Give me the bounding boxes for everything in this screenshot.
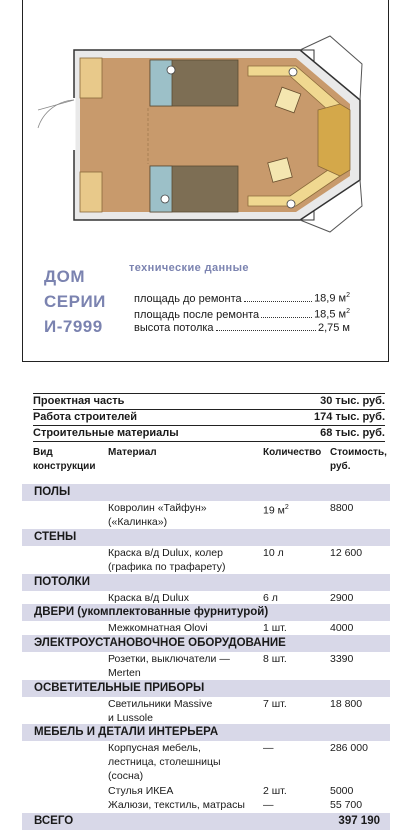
tech-data-title: технические данные — [129, 262, 249, 274]
total-row — [22, 813, 390, 830]
cost-row: Проектная часть 30 тыс. руб. — [33, 395, 385, 407]
total-value: 397 190 — [338, 815, 380, 827]
house-title-line-2: СЕРИИ — [44, 292, 106, 311]
section-floors: ПОЛЫ — [22, 484, 390, 501]
header-cost: Стоимость, руб. — [330, 447, 387, 472]
cost-row: Строительные материалы 68 тыс. руб. — [33, 425, 385, 442]
materials-table-header — [33, 446, 393, 480]
house-title-line-1: ДОМ — [44, 267, 85, 286]
total-label: ВСЕГО — [34, 815, 74, 827]
house-series-title — [44, 264, 124, 339]
header-quantity: Количество — [263, 447, 322, 458]
section-doors: ДВЕРИ (укомплектованные фурнитурой) — [22, 604, 390, 621]
header-construction: Вид конструкции — [33, 447, 96, 472]
section-furniture: МЕБЕЛЬ И ДЕТАЛИ ИНТЕРЬЕРА — [22, 724, 390, 741]
house-title-line-3: И-7999 — [44, 317, 103, 336]
spec-ceiling-height: высота потолка 2,75 м — [134, 322, 350, 334]
cost-summary — [33, 393, 385, 442]
cost-row: Работа строителей 174 тыс. руб. — [33, 411, 385, 423]
section-electrical: ЭЛЕКТРОУСТАНОВОЧНОЕ ОБОРУДОВАНИЕ — [22, 635, 390, 652]
section-ceilings: ПОТОЛКИ — [22, 574, 390, 591]
spec-area-after: площадь после ремонта 18,5 $м^2$ — [134, 308, 350, 321]
spec-area-before: площадь до ремонта 18,9 $м^2$ — [134, 292, 350, 305]
section-walls: СТЕНЫ — [22, 529, 390, 546]
header-material: Материал — [108, 447, 157, 458]
floor-plan-illustration — [0, 0, 411, 240]
section-lighting: ОСВЕТИТЕЛЬНЫЕ ПРИБОРЫ — [22, 680, 390, 697]
